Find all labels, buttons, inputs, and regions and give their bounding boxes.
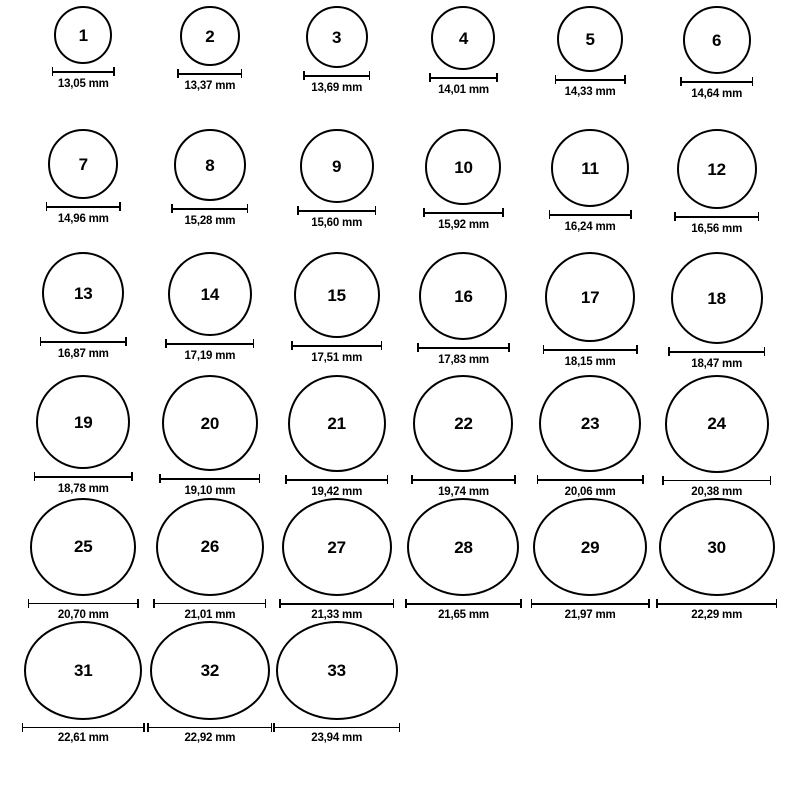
ring-cell[interactable] (147, 375, 274, 498)
ring-circle (539, 375, 641, 472)
ruler-tick-left (555, 75, 557, 84)
ruler-line (297, 210, 376, 212)
ring-size-label: 29 (580, 537, 600, 557)
ruler-line (153, 603, 266, 605)
ruler-line (34, 476, 133, 478)
diameter-value: 19,10 mm (184, 485, 236, 497)
ring-cell[interactable] (527, 375, 654, 498)
diameter-value: 15,60 mm (311, 217, 363, 229)
ring-size-label: 28 (454, 537, 473, 557)
ring-circle (288, 375, 386, 472)
ruler-line (680, 81, 753, 83)
ring-cell[interactable] (400, 129, 527, 252)
ruler-line (177, 73, 242, 75)
diameter-value: 18,15 mm (564, 356, 616, 368)
diameter-ruler (680, 77, 753, 86)
ring-size-label: 13 (74, 283, 93, 303)
ruler-line (662, 480, 771, 482)
diameter-ruler (674, 212, 759, 221)
ring-cell[interactable] (20, 252, 147, 375)
ruler-tick-right (259, 474, 261, 483)
ring-cell[interactable] (147, 129, 274, 252)
ruler-tick-right (624, 75, 626, 84)
ruler-tick-left (674, 212, 676, 221)
ruler-tick-right (776, 599, 778, 608)
ring-size-label: 27 (327, 537, 346, 557)
ruler-tick-right (648, 599, 650, 608)
ruler-tick-right (393, 599, 395, 608)
ruler-tick-right (369, 71, 371, 80)
diameter-ruler (549, 210, 632, 219)
ruler-line (656, 603, 777, 605)
ruler-tick-left (405, 599, 407, 608)
ring-circle (551, 129, 629, 207)
ruler-tick-left (34, 472, 36, 481)
ring-cell[interactable] (527, 252, 654, 375)
ring-circle (282, 498, 392, 596)
ring-size-label: 24 (707, 414, 726, 434)
ring-size-label: 31 (74, 660, 93, 680)
ring-circle (294, 252, 380, 338)
ring-size-label: 19 (74, 412, 93, 432)
diameter-ruler (34, 472, 133, 481)
diameter-value: 17,19 mm (184, 350, 236, 362)
diameter-value: 13,37 mm (184, 80, 236, 92)
ruler-line (668, 351, 765, 353)
diameter-ruler (537, 475, 644, 484)
diameter-ruler (40, 337, 127, 346)
diameter-ruler (147, 723, 272, 730)
ruler-line (52, 71, 115, 73)
diameter-ruler (171, 204, 248, 213)
ring-cell[interactable] (147, 252, 274, 375)
ruler-tick-left (429, 73, 431, 82)
ring-circle (162, 375, 258, 471)
ruler-tick-right (241, 69, 243, 78)
ruler-line (40, 341, 127, 343)
diameter-value: 22,92 mm (184, 732, 236, 744)
diameter-ruler (417, 343, 510, 352)
ruler-tick-right (636, 345, 638, 354)
diameter-value: 14,01 mm (438, 84, 489, 96)
diameter-value: 17,51 mm (311, 352, 363, 364)
ring-cell[interactable] (273, 129, 400, 252)
ruler-tick-left (303, 71, 305, 80)
ring-circle (24, 621, 142, 720)
ring-circle (425, 129, 501, 205)
ring-circle (677, 129, 757, 209)
diameter-ruler (279, 599, 394, 607)
ring-cell[interactable] (527, 498, 654, 621)
ring-cell[interactable] (20, 498, 147, 621)
ring-circle (665, 375, 769, 473)
ring-size-label: 14 (200, 284, 220, 304)
ruler-tick-left (411, 475, 413, 484)
ring-cell[interactable] (400, 6, 527, 129)
diameter-value: 19,74 mm (438, 486, 489, 498)
diameter-ruler (543, 345, 638, 354)
ruler-tick-left (52, 67, 54, 76)
ring-size-label: 23 (580, 414, 600, 434)
diameter-value: 21,01 mm (184, 609, 236, 621)
ring-size-label: 15 (327, 285, 346, 305)
ring-circle (54, 6, 112, 64)
ring-circle (150, 621, 270, 720)
ruler-line (555, 79, 626, 81)
ruler-line (171, 208, 248, 210)
ring-cell[interactable] (273, 621, 400, 744)
diameter-ruler (153, 599, 266, 607)
ring-cell[interactable] (653, 375, 780, 498)
ring-size-label: 17 (580, 287, 600, 307)
ruler-line (22, 727, 145, 729)
ring-circle (407, 498, 519, 596)
ring-circle (36, 375, 130, 469)
diameter-value: 16,87 mm (57, 348, 109, 360)
ruler-tick-right (265, 599, 267, 608)
ring-size-label: 26 (200, 537, 220, 557)
diameter-value: 19,42 mm (311, 486, 363, 498)
ring-size-label: 21 (327, 414, 346, 434)
ruler-tick-right (113, 67, 115, 76)
diameter-ruler (405, 599, 522, 607)
ring-circle (168, 252, 252, 336)
ruler-line (273, 727, 400, 729)
ring-circle (306, 6, 368, 68)
ring-size-label: 20 (200, 413, 220, 433)
diameter-ruler (668, 347, 765, 356)
diameter-value: 21,65 mm (438, 609, 489, 621)
diameter-value: 23,94 mm (311, 732, 363, 744)
ruler-tick-right (137, 599, 139, 608)
diameter-value: 14,64 mm (691, 88, 743, 100)
ring-cell[interactable] (147, 6, 274, 129)
ruler-tick-right (253, 339, 255, 348)
ruler-tick-right (514, 475, 516, 484)
ruler-tick-left (531, 599, 533, 608)
diameter-value: 14,33 mm (564, 86, 616, 98)
diameter-ruler (423, 208, 504, 217)
ruler-tick-right (119, 202, 121, 211)
ruler-tick-left (279, 599, 281, 608)
diameter-ruler (273, 723, 400, 730)
diameter-ruler (28, 599, 139, 607)
ring-cell[interactable] (653, 498, 780, 621)
ruler-line (46, 206, 121, 208)
diameter-value: 15,92 mm (438, 219, 489, 231)
diameter-ruler (531, 599, 650, 607)
ruler-tick-right (630, 210, 632, 219)
diameter-value: 20,06 mm (564, 486, 616, 498)
ring-cell[interactable] (273, 252, 400, 375)
ruler-tick-left (662, 476, 664, 485)
ring-circle (545, 252, 635, 342)
ring-cell[interactable] (20, 6, 147, 129)
ring-circle (180, 6, 240, 66)
ruler-tick-right (375, 206, 377, 215)
diameter-ruler (297, 206, 376, 215)
ruler-tick-left (22, 723, 24, 732)
ring-cell[interactable] (273, 6, 400, 129)
ruler-tick-right (271, 723, 273, 732)
ring-circle (42, 252, 124, 334)
ruler-line (279, 603, 394, 605)
ruler-line (147, 727, 272, 729)
ruler-tick-left (297, 206, 299, 215)
ring-size-label: 25 (74, 537, 93, 557)
ring-size-label: 5 (585, 29, 595, 49)
ruler-tick-right (642, 475, 644, 484)
ring-cell[interactable] (147, 498, 274, 621)
ring-cell[interactable] (653, 252, 780, 375)
ruler-line (28, 603, 139, 605)
diameter-ruler (429, 73, 498, 82)
diameter-value: 21,97 mm (564, 609, 616, 621)
ruler-line (537, 479, 644, 481)
ring-circle (659, 498, 775, 596)
ring-cell[interactable] (400, 498, 527, 621)
ruler-tick-right (247, 204, 249, 213)
ruler-line (159, 478, 260, 480)
ring-size-label: 1 (78, 25, 88, 45)
ruler-tick-left (285, 475, 287, 484)
ring-size-label: 22 (454, 414, 473, 434)
ruler-tick-left (680, 77, 682, 86)
ring-size-label: 30 (707, 537, 726, 557)
ring-cell[interactable] (653, 129, 780, 252)
ring-cell[interactable] (20, 375, 147, 498)
ring-size-label: 9 (332, 156, 342, 176)
diameter-ruler (555, 75, 626, 84)
diameter-ruler (22, 723, 145, 730)
ruler-tick-right (752, 77, 754, 86)
ring-circle (174, 129, 246, 201)
ruler-tick-left (159, 474, 161, 483)
ruler-tick-right (143, 723, 145, 732)
ruler-tick-left (28, 599, 30, 608)
ruler-tick-right (764, 347, 766, 356)
ring-size-label: 33 (327, 660, 346, 680)
diameter-value: 16,56 mm (691, 223, 743, 235)
ring-circle (48, 129, 118, 199)
diameter-ruler (411, 475, 516, 484)
ruler-line (285, 479, 388, 481)
ring-cell[interactable] (400, 252, 527, 375)
ruler-tick-left (537, 475, 539, 484)
ruler-tick-right (381, 341, 383, 350)
diameter-value: 14,96 mm (57, 213, 109, 225)
ring-size-label: 2 (205, 26, 215, 46)
ring-circle (419, 252, 507, 340)
ruler-line (674, 216, 759, 218)
diameter-value: 21,33 mm (311, 609, 363, 621)
ruler-tick-right (508, 343, 510, 352)
ruler-tick-right (758, 212, 760, 221)
diameter-ruler (291, 341, 382, 350)
ring-size-label: 10 (454, 157, 473, 177)
ruler-tick-left (165, 339, 167, 348)
ring-size-label: 11 (581, 158, 599, 178)
diameter-value: 17,83 mm (438, 354, 489, 366)
ring-size-label: 7 (78, 154, 88, 174)
ring-size-label: 18 (707, 288, 726, 308)
diameter-value: 20,38 mm (691, 486, 743, 498)
ruler-line (549, 214, 632, 216)
ring-grid (20, 0, 780, 744)
ruler-tick-left (423, 208, 425, 217)
ruler-tick-left (273, 723, 275, 732)
diameter-value: 16,24 mm (564, 221, 616, 233)
ruler-line (303, 75, 370, 77)
ring-cell[interactable] (20, 129, 147, 252)
diameter-value: 13,05 mm (57, 78, 109, 90)
diameter-ruler (303, 71, 370, 80)
ruler-tick-left (656, 599, 658, 608)
ruler-tick-left (46, 202, 48, 211)
ruler-line (165, 343, 254, 345)
ring-circle (557, 6, 623, 72)
ring-size-label: 3 (332, 27, 342, 47)
ring-cell[interactable] (273, 498, 400, 621)
diameter-value: 18,47 mm (691, 358, 743, 370)
diameter-ruler (165, 339, 254, 348)
ruler-line (531, 603, 650, 605)
ruler-line (417, 347, 510, 349)
ruler-tick-right (770, 476, 772, 485)
diameter-value: 13,69 mm (311, 82, 363, 94)
diameter-ruler (159, 474, 260, 483)
ring-cell[interactable] (400, 375, 527, 498)
ring-circle (533, 498, 647, 596)
diameter-ruler (656, 599, 777, 607)
ring-size-label: 16 (454, 286, 473, 306)
diameter-value: 22,61 mm (57, 732, 109, 744)
ruler-tick-right (496, 73, 498, 82)
ring-circle (671, 252, 763, 344)
ruler-tick-left (417, 343, 419, 352)
ruler-line (423, 212, 504, 214)
diameter-value: 22,29 mm (691, 609, 743, 621)
ruler-tick-right (502, 208, 504, 217)
ruler-tick-right (520, 599, 522, 608)
diameter-ruler (52, 67, 115, 76)
ruler-line (405, 603, 522, 605)
ring-cell[interactable] (527, 6, 654, 129)
ruler-line (411, 479, 516, 481)
ruler-line (543, 349, 638, 351)
ruler-tick-left (549, 210, 551, 219)
ring-size-label: 6 (712, 30, 722, 50)
ruler-tick-left (177, 69, 179, 78)
ruler-line (429, 77, 498, 79)
diameter-value: 20,70 mm (57, 609, 109, 621)
diameter-ruler (662, 476, 771, 484)
ring-cell[interactable] (527, 129, 654, 252)
ruler-tick-right (131, 472, 133, 481)
ruler-tick-left (153, 599, 155, 608)
ruler-tick-left (668, 347, 670, 356)
diameter-ruler (46, 202, 121, 211)
diameter-value: 15,28 mm (184, 215, 236, 227)
ruler-tick-left (40, 337, 42, 346)
ring-cell[interactable] (653, 6, 780, 129)
ring-size-label: 12 (707, 159, 726, 179)
ring-cell[interactable] (147, 621, 274, 744)
ring-size-label: 4 (458, 28, 469, 48)
ring-circle (413, 375, 513, 472)
ring-size-label: 8 (205, 155, 215, 175)
ring-cell[interactable] (273, 375, 400, 498)
ruler-tick-left (171, 204, 173, 213)
ring-size-label: 32 (200, 660, 220, 680)
ruler-tick-right (125, 337, 127, 346)
ring-circle (300, 129, 374, 203)
ruler-line (291, 345, 382, 347)
ruler-tick-right (399, 723, 401, 732)
ring-circle (683, 6, 751, 74)
diameter-ruler (285, 475, 388, 484)
ring-circle (30, 498, 136, 596)
ring-circle (156, 498, 264, 596)
ruler-tick-right (387, 475, 389, 484)
ring-circle (431, 6, 495, 70)
ruler-tick-left (147, 723, 149, 732)
diameter-value: 18,78 mm (57, 483, 109, 495)
ring-circle (276, 621, 398, 720)
diameter-ruler (177, 69, 242, 78)
ring-cell[interactable] (20, 621, 147, 744)
ruler-tick-left (291, 341, 293, 350)
ruler-tick-left (543, 345, 545, 354)
